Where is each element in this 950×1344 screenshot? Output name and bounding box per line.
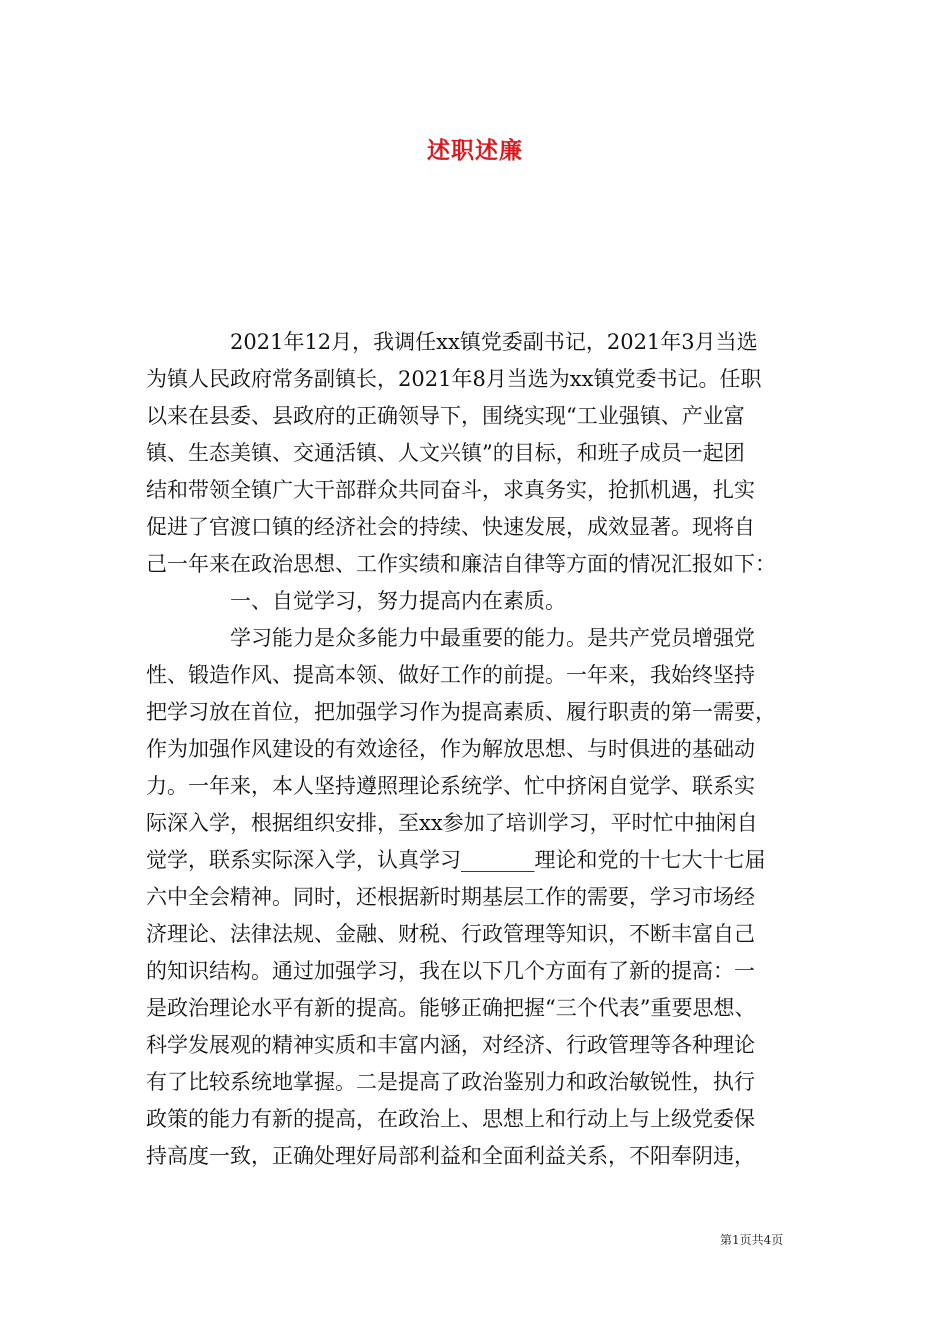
body-line: 有了比较系统地掌握。二是提高了政治鉴别力和政治敏锐性，执行 xyxy=(146,1070,755,1094)
body-line: 结和带领全镇广大干部群众共同奋斗，求真务实，抢抓机遇，扎实 xyxy=(146,478,755,502)
body-line: 作为加强作风建设的有效途径，作为解放思想、与时俱进的基础动 xyxy=(146,737,755,761)
body-line: 六中全会精神。同时，还根据新时期基层工作的需要，学习市场经 xyxy=(146,885,755,909)
body-line: 是政治理论水平有新的提高。能够正确把握“三个代表”重要思想、 xyxy=(146,996,756,1020)
document-body xyxy=(146,324,814,1175)
body-line: 镇、生态美镇、交通活镇、人文兴镇”的目标，和班子成员一起团 xyxy=(146,441,745,465)
body-line: 际深入学，根据组织安排，至xx参加了培训学习，平时忙中抽闲自 xyxy=(146,811,758,835)
document-title: 述职述廉 xyxy=(427,137,523,164)
body-line: 己一年来在政治思想、工作实绩和廉洁自律等方面的情况汇报如下： xyxy=(146,552,776,576)
body-line: 为镇人民政府常务副镇长，2021年8月当选为xx镇党委书记。任职 xyxy=(146,367,762,391)
body-line: 的知识结构。通过加强学习，我在以下几个方面有了新的提高：一 xyxy=(146,959,755,983)
body-line: 持高度一致，正确处理好局部利益和全面利益关系，不阳奉阴违， xyxy=(146,1144,755,1168)
body-line: 觉学，联系实际深入学，认真学习_______理论和党的十七大十七届 xyxy=(146,848,766,872)
body-line: 促进了官渡口镇的经济社会的持续、快速发展，成效显著。现将自 xyxy=(146,515,755,539)
section-heading: 一、自觉学习，努力提高内在素质。 xyxy=(146,589,566,613)
body-line: 2021年12月，我调任xx镇党委副书记，2021年3月当选 xyxy=(146,330,758,354)
body-line: 济理论、法律法规、金融、财税、行政管理等知识，不断丰富自己 xyxy=(146,922,755,946)
page-number-footer: 第1页共4页 xyxy=(720,1233,784,1247)
body-line: 以来在县委、县政府的正确领导下，围绕实现“工业强镇、产业富 xyxy=(146,404,745,428)
body-line: 学习能力是众多能力中最重要的能力。是共产党员增强党 xyxy=(146,626,755,650)
body-line: 把学习放在首位，把加强学习作为提高素质、履行职责的第一需要， xyxy=(146,700,776,724)
body-line: 政策的能力有新的提高，在政治上、思想上和行动上与上级党委保 xyxy=(146,1107,755,1131)
body-line: 性、锻造作风、提高本领、做好工作的前提。一年来，我始终坚持 xyxy=(146,663,755,687)
body-line: 力。一年来，本人坚持遵照理论系统学、忙中挤闲自觉学、联系实 xyxy=(146,774,755,798)
body-line: 科学发展观的精神实质和丰富内涵，对经济、行政管理等各种理论 xyxy=(146,1033,755,1057)
